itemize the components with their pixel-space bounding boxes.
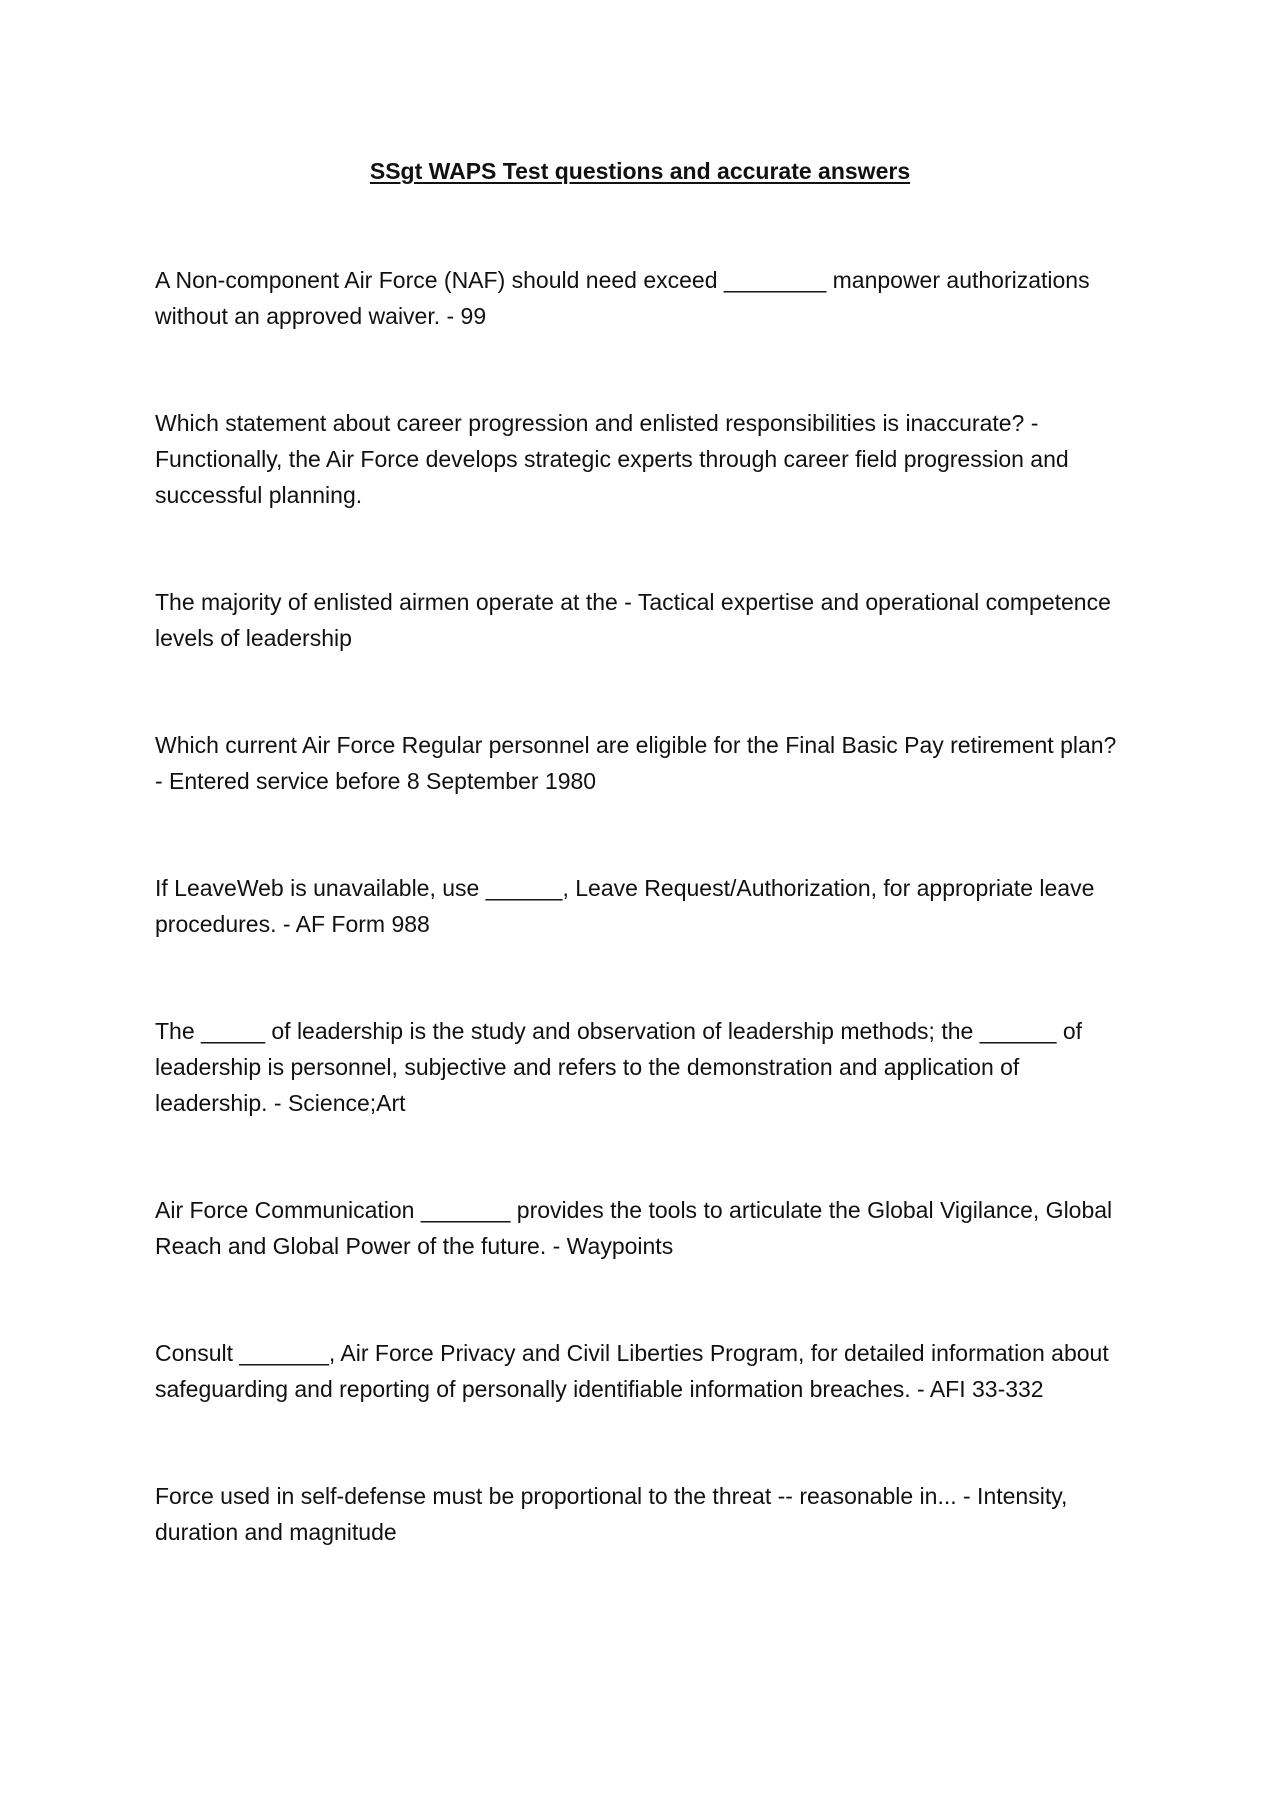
question-answer-item: Which current Air Force Regular personnel are eligible for the Final Basic Pay retirement plan? - Entered service before 8 September 1980 [155,732,1117,794]
document-title: SSgt WAPS Test questions and accurate answers [369,158,911,184]
question-answer-item: If LeaveWeb is unavailable, use ______, Leave Request/Authorization, for appropriate leave procedures. - AF Form 988 [155,875,1095,937]
question-answer-item: The majority of enlisted airmen operate at the - Tactical expertise and operational competence levels of leadership [155,589,1111,651]
question-answer-item: Which statement about career progression and enlisted responsibilities is inaccurate? - Functionally, the Air Force develops strategic experts through career field progression and successful planning. [155,410,1069,508]
question-answer-item: Air Force Communication _______ provides the tools to articulate the Global Vigilance, Global Reach and Global Power of the future. - Waypoints [155,1197,1113,1259]
question-answer-item: The _____ of leadership is the study and observation of leadership methods; the ______ of leadership is personnel, subjective and refers to the demonstration and application of leadership. - Science;Art [155,1018,1083,1116]
question-answer-list [155,262,1125,1621]
question-answer-item: A Non-component Air Force (NAF) should need exceed ________ manpower authorizations without an approved waiver. - 99 [155,267,1090,329]
question-answer-item: Force used in self-defense must be proportional to the threat -- reasonable in... - Intensity, duration and magnitude [155,1483,1068,1545]
question-answer-item: Consult _______, Air Force Privacy and Civil Liberties Program, for detailed information about safeguarding and reporting of personally identifiable information breaches. - AFI 33-332 [155,1340,1109,1402]
